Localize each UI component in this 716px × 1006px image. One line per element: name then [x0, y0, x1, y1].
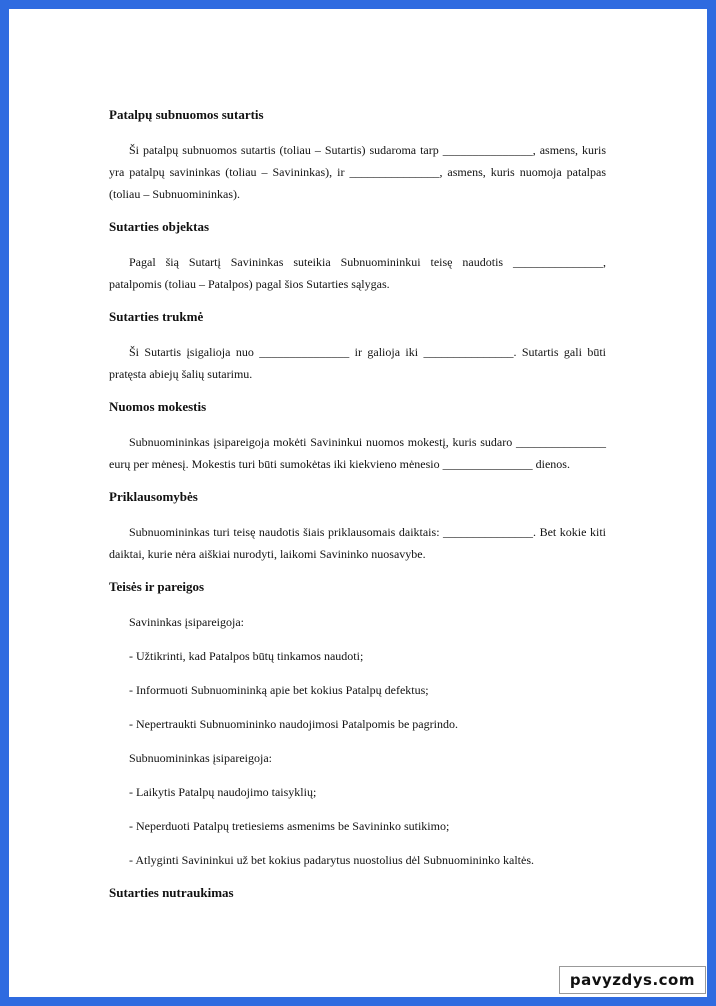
list-item: - Atlyginti Savininkui už bet kokius padarytus nuostolius dėl Subnuomininko kaltės. [129, 853, 534, 867]
watermark-logo: pavyzdys.com [559, 966, 706, 994]
section-heading: Teisės ir pareigos [109, 579, 205, 594]
list-item: - Laikytis Patalpų naudojimo taisyklių; [129, 785, 317, 799]
section-heading: Sutarties nutraukimas [109, 885, 234, 900]
section-heading: Sutarties objektas [109, 219, 210, 234]
document-page [9, 9, 707, 997]
paragraph: Pagal šią Sutartį Savininkas suteikia Subnuomininkui teisę naudotis _______________, patalpomis (toliau – Patalpos) pagal šios Sutarties sąlygas. [109, 255, 606, 291]
paragraph: Ši patalpų subnuomos sutartis (toliau – Sutartis) sudaroma tarp _______________, asmens, kuris yra patalpų savininkas (toliau – Savininkas), ir _______________, asmens, kuris nuomoja patalpas (toliau – Subnuomininkas). [109, 143, 606, 201]
section-heading: Sutarties trukmė [109, 309, 204, 324]
section-heading: Nuomos mokestis [109, 399, 207, 414]
list-item: - Užtikrinti, kad Patalpos būtų tinkamos naudoti; [129, 649, 364, 663]
document-body [109, 105, 606, 903]
list-item: Savininkas įsipareigoja: [129, 615, 244, 629]
section-heading: Priklausomybės [109, 489, 198, 504]
list-item: - Informuoti Subnuomininką apie bet kokius Patalpų defektus; [129, 683, 429, 697]
paragraph: Subnuomininkas įsipareigoja mokėti Savininkui nuomos mokestį, kuris sudaro _______________ eurų per mėnesį. Mokestis turi būti sumokėtas iki kiekvieno mėnesio _______________ dienos. [109, 435, 606, 471]
list-item: - Neperduoti Patalpų tretiesiems asmenims be Savininko sutikimo; [129, 819, 450, 833]
list-item: - Nepertraukti Subnuomininko naudojimosi Patalpomis be pagrindo. [129, 717, 458, 731]
paragraph: Ši Sutartis įsigalioja nuo _______________ ir galioja iki _______________. Sutartis gali būti pratęsta abiejų šalių sutarimu. [109, 345, 606, 381]
list-item: Subnuomininkas įsipareigoja: [129, 751, 272, 765]
paragraph: Subnuomininkas turi teisę naudotis šiais priklausomais daiktais: _______________. Bet kokie kiti daiktai, kurie nėra aiškiai nurodyti, laikomi Savininko nuosavybe. [109, 525, 606, 561]
section-heading: Patalpų subnuomos sutartis [109, 107, 264, 122]
